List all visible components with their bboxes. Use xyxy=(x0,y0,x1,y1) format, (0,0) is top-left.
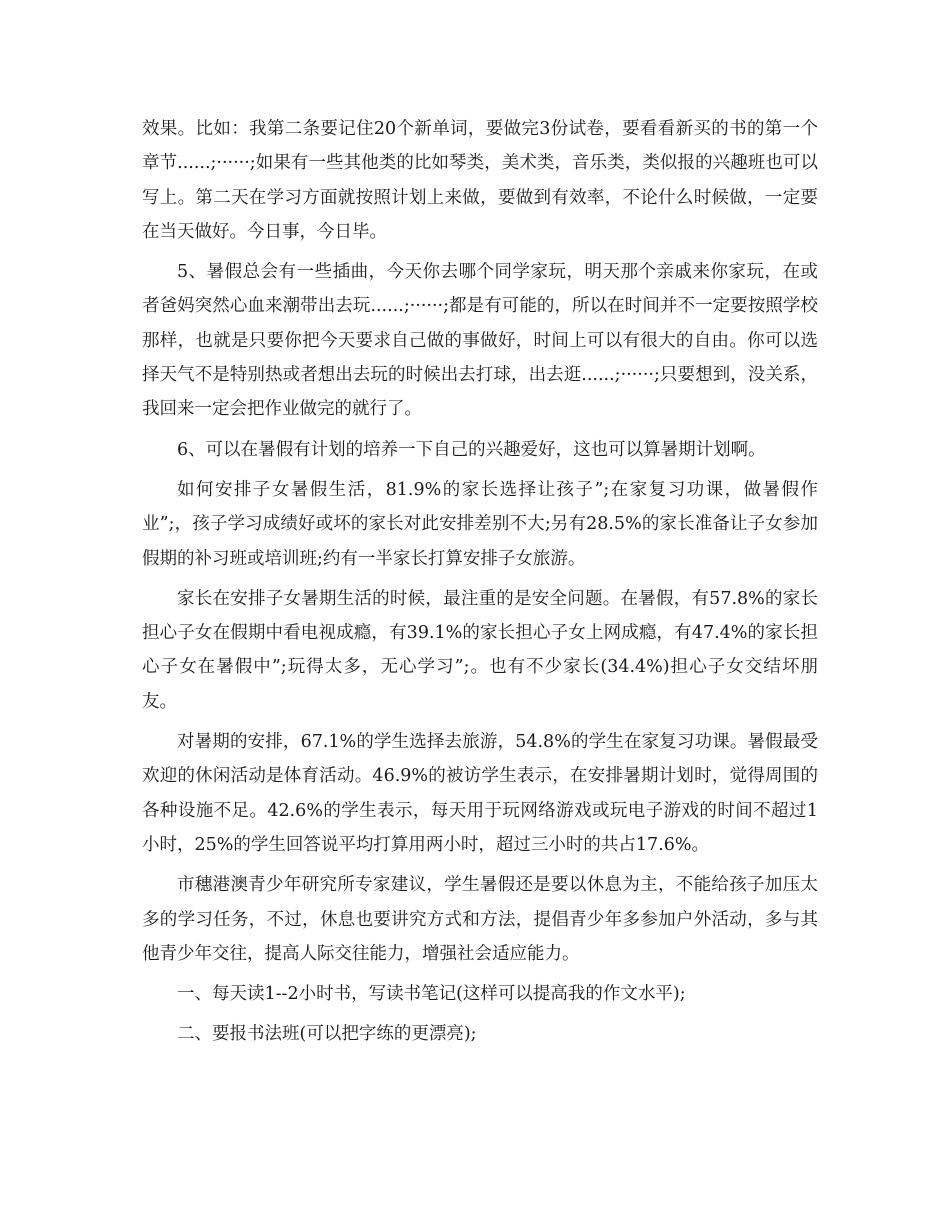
paragraph-expert-advice: 市穗港澳青少年研究所专家建议，学生暑假还是要以休息为主，不能给孩子加压太多的学习任务，不过，休息也要讲究方式和方法，提倡青少年多参加户外活动，多与其他青少年交往，提高人际交往能力，增强社会适应能力。 xyxy=(142,875,818,964)
paragraph-plan-item-calligraphy: 二、要报书法班(可以把字练的更漂亮); xyxy=(177,1024,477,1045)
paragraph-student-arrangement: 对暑期的安排，67.1%的学生选择去旅游，54.8%的学生在家复习功课。暑假最受欢迎的休闲活动是体育活动。46.9%的被访学生表示，在安排暑期计划时，觉得周围的各种设施不足。42.6%的学生表示，每天用于玩网络游戏或玩电子游戏的时间不超过1小时，25%的学生回答说平均打算用两小时，超过三小时的共占17.6%。 xyxy=(142,732,818,855)
paragraph-parent-safety-concerns: 家长在安排子女暑期生活的时候，最注重的是安全问题。在暑假，有57.8%的家长担心子女在假期中看电视成瘾，有39.1%的家长担心子女上网成瘾，有47.4%的家长担心子女在暑假中”;玩得太多，无心学习”;。也有不少家长(34.4%)担心子女交结坏朋友。 xyxy=(142,588,818,712)
paragraph-study-plan-effect: 效果。比如：我第二条要记住20个新单词，要做完3份试卷，要看看新买的书的第一个章节......;······;如果有一些其他类的比如琴类，美术类，音乐类，类似报的兴趣班也可以写上。第二天在学习方面就按照计划上来做，要做到有效率，不论什么时候做，一定要在当天做好。今日事，今日毕。 xyxy=(142,119,818,242)
paragraph-parent-arrangement: 如何安排子女暑假生活，81.9%的家长选择让孩子”;在家复习功课，做暑假作业”;，孩子学习成绩好或坏的家长对此安排差别不大;另有28.5%的家长准备让子女参加假期的补习班或培训班;约有一半家长打算安排子女旅游。 xyxy=(142,479,818,569)
document-page xyxy=(142,112,818,1058)
paragraph-summer-interruptions: 5、暑假总会有一些插曲，今天你去哪个同学家玩，明天那个亲戚来你家玩，在或者爸妈突然心血来潮带出去玩......;······;都是有可能的，所以在时间并不一定要按照学校那样，也就是只要你把今天要求自己做的事做好，时间上可以有很大的自由。你可以选择天气不是特别热或者想出去玩的时候出去打球，出去逛......;······;只要想到，没关系，我回来一定会把作业做完的就行了。 xyxy=(142,262,818,420)
paragraph-plan-item-reading: 一、每天读1--2小时书，写读书笔记(这样可以提高我的作文水平); xyxy=(177,984,686,1005)
paragraph-interest-hobby: 6、可以在暑假有计划的培养一下自己的兴趣爱好，这也可以算暑期计划啊。 xyxy=(177,439,766,460)
